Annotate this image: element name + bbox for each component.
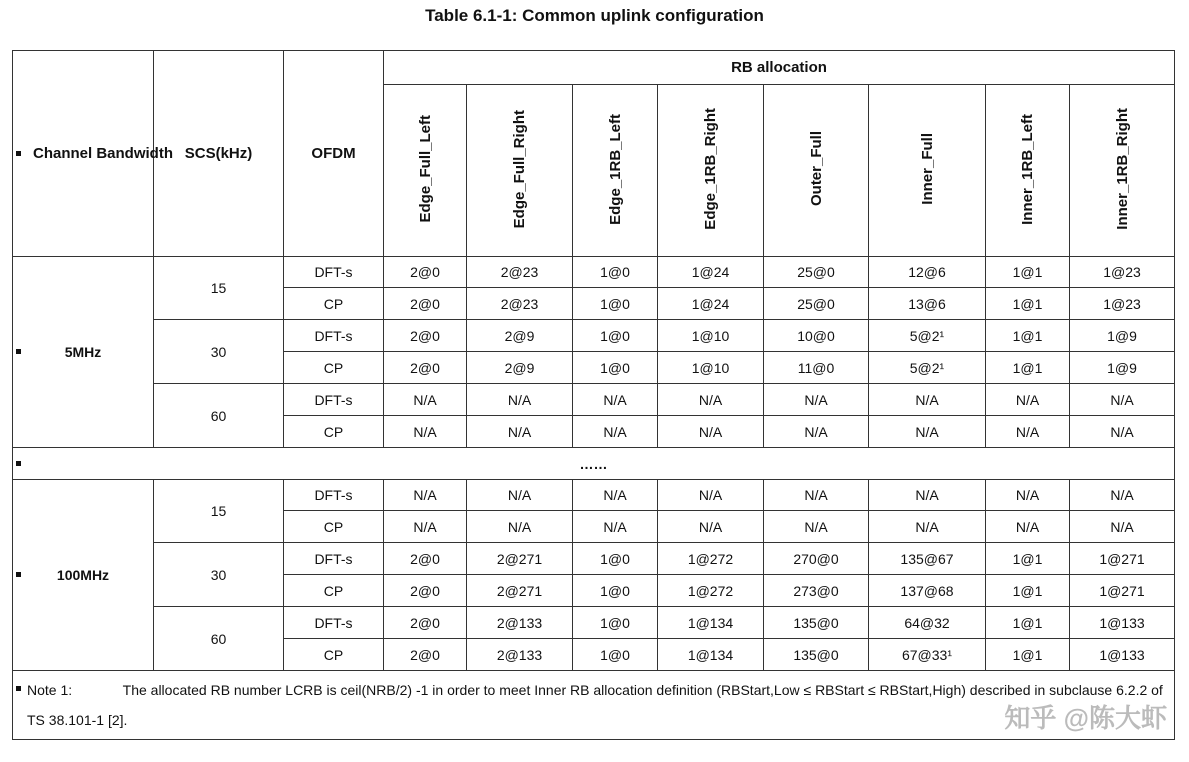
value-cell: 1@0 bbox=[573, 543, 658, 575]
value-cell: N/A bbox=[658, 416, 764, 448]
value-cell: N/A bbox=[658, 384, 764, 416]
value-cell: N/A bbox=[986, 416, 1070, 448]
scs-cell: 15 bbox=[154, 480, 284, 543]
value-cell: 1@23 bbox=[1070, 257, 1175, 288]
value-cell: 135@67 bbox=[869, 543, 986, 575]
header-rb-col: Edge_1RB_Right bbox=[658, 85, 764, 257]
value-cell: N/A bbox=[467, 416, 573, 448]
value-cell: 25@0 bbox=[764, 257, 869, 288]
value-cell: 273@0 bbox=[764, 575, 869, 607]
value-cell: 12@6 bbox=[869, 257, 986, 288]
table-row bbox=[13, 448, 1175, 480]
value-cell: N/A bbox=[384, 384, 467, 416]
value-cell: N/A bbox=[384, 511, 467, 543]
value-cell: 1@0 bbox=[573, 257, 658, 288]
value-cell: 2@0 bbox=[384, 607, 467, 639]
value-cell: 1@1 bbox=[986, 543, 1070, 575]
ofdm-cell: CP bbox=[284, 416, 384, 448]
value-cell: 25@0 bbox=[764, 288, 869, 320]
table-row bbox=[13, 257, 1175, 288]
value-cell: N/A bbox=[467, 480, 573, 511]
value-cell: 64@32 bbox=[869, 607, 986, 639]
header-ofdm: OFDM bbox=[284, 51, 384, 257]
scs-cell: 30 bbox=[154, 543, 284, 607]
header-rb-col: Inner_1RB_Left bbox=[986, 85, 1070, 257]
header-rb-col: Edge_Full_Left bbox=[384, 85, 467, 257]
value-cell: N/A bbox=[1070, 384, 1175, 416]
value-cell: 2@271 bbox=[467, 575, 573, 607]
value-cell: 1@9 bbox=[1070, 352, 1175, 384]
watermark: 知乎 @陈大虾 bbox=[1004, 703, 1167, 733]
value-cell: 1@0 bbox=[573, 607, 658, 639]
value-cell: N/A bbox=[869, 384, 986, 416]
value-cell: 2@23 bbox=[467, 257, 573, 288]
value-cell: N/A bbox=[573, 416, 658, 448]
value-cell: 1@24 bbox=[658, 288, 764, 320]
header-rb-col: Outer_Full bbox=[764, 85, 869, 257]
value-cell: 2@0 bbox=[384, 543, 467, 575]
value-cell: 1@24 bbox=[658, 257, 764, 288]
ofdm-cell: DFT-s bbox=[284, 543, 384, 575]
header-channel-bandwidth: Channel Bandwidth bbox=[13, 51, 154, 257]
ofdm-cell: CP bbox=[284, 575, 384, 607]
table-row bbox=[13, 384, 1175, 416]
value-cell: 1@0 bbox=[573, 352, 658, 384]
value-cell: 11@0 bbox=[764, 352, 869, 384]
value-cell: 2@0 bbox=[384, 257, 467, 288]
value-cell: 137@68 bbox=[869, 575, 986, 607]
ofdm-cell: DFT-s bbox=[284, 257, 384, 288]
bullet-icon bbox=[16, 349, 21, 354]
value-cell: N/A bbox=[986, 511, 1070, 543]
bandwidth-cell: 100MHz bbox=[13, 480, 154, 671]
value-cell: 1@133 bbox=[1070, 607, 1175, 639]
header-scs: SCS(kHz) bbox=[154, 51, 284, 257]
table-row bbox=[13, 543, 1175, 575]
note-label: Note 1: bbox=[27, 682, 73, 698]
ofdm-cell: CP bbox=[284, 639, 384, 671]
value-cell: N/A bbox=[658, 480, 764, 511]
value-cell: 270@0 bbox=[764, 543, 869, 575]
value-cell: N/A bbox=[573, 480, 658, 511]
value-cell: N/A bbox=[658, 511, 764, 543]
bullet-icon bbox=[16, 686, 21, 691]
value-cell: 10@0 bbox=[764, 320, 869, 352]
value-cell: N/A bbox=[764, 416, 869, 448]
value-cell: N/A bbox=[1070, 511, 1175, 543]
value-cell: 2@133 bbox=[467, 639, 573, 671]
bandwidth-cell: 5MHz bbox=[13, 257, 154, 448]
scs-cell: 60 bbox=[154, 607, 284, 671]
value-cell: N/A bbox=[384, 480, 467, 511]
table-row bbox=[13, 480, 1175, 511]
header-rb-col: Edge_Full_Right bbox=[467, 85, 573, 257]
value-cell: 2@23 bbox=[467, 288, 573, 320]
ofdm-cell: DFT-s bbox=[284, 480, 384, 511]
value-cell: 1@1 bbox=[986, 288, 1070, 320]
value-cell: 1@10 bbox=[658, 352, 764, 384]
value-cell: 13@6 bbox=[869, 288, 986, 320]
value-cell: 1@134 bbox=[658, 639, 764, 671]
scs-cell: 15 bbox=[154, 257, 284, 320]
value-cell: 67@33¹ bbox=[869, 639, 986, 671]
value-cell: 1@0 bbox=[573, 639, 658, 671]
value-cell: 5@2¹ bbox=[869, 320, 986, 352]
ofdm-cell: DFT-s bbox=[284, 320, 384, 352]
value-cell: 1@272 bbox=[658, 575, 764, 607]
table-row bbox=[13, 671, 1175, 740]
value-cell: N/A bbox=[1070, 480, 1175, 511]
value-cell: 1@0 bbox=[573, 575, 658, 607]
value-cell: 1@1 bbox=[986, 639, 1070, 671]
value-cell: 1@1 bbox=[986, 320, 1070, 352]
value-cell: 135@0 bbox=[764, 607, 869, 639]
value-cell: 1@134 bbox=[658, 607, 764, 639]
ellipsis-row: …… bbox=[13, 448, 1175, 480]
value-cell: 1@0 bbox=[573, 320, 658, 352]
value-cell: N/A bbox=[764, 480, 869, 511]
bullet-icon bbox=[16, 461, 21, 466]
value-cell: 1@1 bbox=[986, 352, 1070, 384]
header-rb-col: Inner_Full bbox=[869, 85, 986, 257]
table-title: Table 6.1-1: Common uplink configuration bbox=[425, 6, 764, 25]
ofdm-cell: DFT-s bbox=[284, 384, 384, 416]
note-cell bbox=[13, 671, 1175, 740]
value-cell: N/A bbox=[869, 511, 986, 543]
value-cell: 2@0 bbox=[384, 575, 467, 607]
table-row bbox=[13, 607, 1175, 639]
value-cell: 1@272 bbox=[658, 543, 764, 575]
value-cell: N/A bbox=[467, 511, 573, 543]
scs-cell: 30 bbox=[154, 320, 284, 384]
value-cell: 2@0 bbox=[384, 288, 467, 320]
value-cell: 1@9 bbox=[1070, 320, 1175, 352]
value-cell: N/A bbox=[467, 384, 573, 416]
scs-cell: 60 bbox=[154, 384, 284, 448]
header-rb-col: Inner_1RB_Right bbox=[1070, 85, 1175, 257]
value-cell: 1@133 bbox=[1070, 639, 1175, 671]
value-cell: N/A bbox=[1070, 416, 1175, 448]
value-cell: N/A bbox=[384, 416, 467, 448]
value-cell: N/A bbox=[573, 384, 658, 416]
value-cell: N/A bbox=[986, 384, 1070, 416]
bullet-icon bbox=[16, 151, 21, 156]
value-cell: 1@1 bbox=[986, 607, 1070, 639]
value-cell: 135@0 bbox=[764, 639, 869, 671]
value-cell: N/A bbox=[573, 511, 658, 543]
ofdm-cell: DFT-s bbox=[284, 607, 384, 639]
value-cell: 1@23 bbox=[1070, 288, 1175, 320]
note-text: The allocated RB number LCRB is ceil(NRB/2) -1 in order to meet Inner RB allocation definition (RBStart,Low ≤ RBStart ≤ RBStart,High) described in subclause 6.2.2 of TS 38.101-1 [2]. bbox=[27, 682, 1163, 728]
value-cell: 2@0 bbox=[384, 320, 467, 352]
uplink-config-table bbox=[12, 50, 1175, 740]
table-row bbox=[13, 320, 1175, 352]
value-cell: 1@10 bbox=[658, 320, 764, 352]
value-cell: 1@0 bbox=[573, 288, 658, 320]
value-cell: 2@0 bbox=[384, 352, 467, 384]
header-rb-allocation: RB allocation bbox=[384, 51, 1175, 85]
value-cell: N/A bbox=[764, 511, 869, 543]
ofdm-cell: CP bbox=[284, 288, 384, 320]
value-cell: 1@1 bbox=[986, 575, 1070, 607]
value-cell: 1@1 bbox=[986, 257, 1070, 288]
value-cell: N/A bbox=[764, 384, 869, 416]
header-rb-col: Edge_1RB_Left bbox=[573, 85, 658, 257]
value-cell: N/A bbox=[869, 416, 986, 448]
value-cell: 2@9 bbox=[467, 352, 573, 384]
ofdm-cell: CP bbox=[284, 352, 384, 384]
value-cell: 5@2¹ bbox=[869, 352, 986, 384]
value-cell: 2@271 bbox=[467, 543, 573, 575]
bullet-icon bbox=[16, 572, 21, 577]
value-cell: 2@133 bbox=[467, 607, 573, 639]
value-cell: N/A bbox=[986, 480, 1070, 511]
value-cell: N/A bbox=[869, 480, 986, 511]
value-cell: 1@271 bbox=[1070, 543, 1175, 575]
ofdm-cell: CP bbox=[284, 511, 384, 543]
value-cell: 2@0 bbox=[384, 639, 467, 671]
value-cell: 1@271 bbox=[1070, 575, 1175, 607]
value-cell: 2@9 bbox=[467, 320, 573, 352]
